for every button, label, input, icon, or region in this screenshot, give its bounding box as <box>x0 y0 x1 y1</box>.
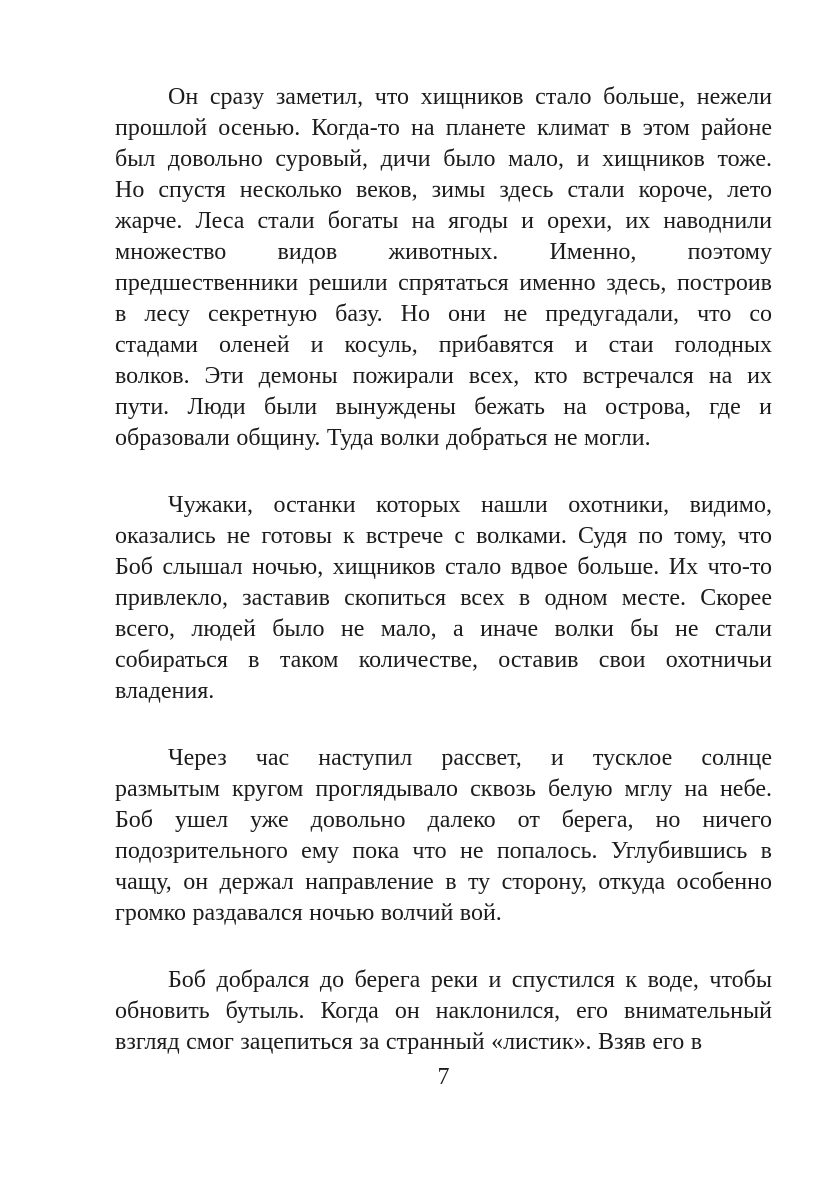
text-line: пути. Люди были вынуждены бежать на острова, где и <box>115 394 772 420</box>
text-line: Он сразу заметил, что хищников стало больше, нежели <box>168 84 772 110</box>
text-line: Боб добрался до берега реки и спустился к воде, чтобы <box>168 967 772 993</box>
text-line: Чужаки, останки которых нашли охотники, видимо, <box>168 492 772 518</box>
paragraph <box>115 743 772 929</box>
text-line: множество видов животных. Именно, поэтому <box>115 239 772 265</box>
text-line: жарче. Леса стали богаты на ягоды и орехи, их наводнили <box>115 208 772 234</box>
text-line: подозрительного ему пока что не попалось. Углубившись в <box>115 838 772 864</box>
text-line: в лесу секретную базу. Но они не предугадали, что со <box>115 301 772 327</box>
text-line: чащу, он держал направление в ту сторону, откуда особенно <box>115 869 772 895</box>
text-line: стадами оленей и косуль, прибавятся и стаи голодных <box>115 332 772 358</box>
text-line: громко раздавался ночью волчий вой. <box>115 900 502 926</box>
text-line: собираться в таком количестве, оставив свои охотничьи <box>115 647 772 673</box>
text-line: обновить бутыль. Когда он наклонился, его внимательный <box>115 998 772 1024</box>
paragraph <box>115 965 772 1058</box>
text-line: владения. <box>115 678 215 704</box>
paragraph <box>115 490 772 707</box>
text-line: предшественники решили спрятаться именно здесь, построив <box>115 270 772 296</box>
text-line: прошлой осенью. Когда-то на планете климат в этом районе <box>115 115 772 141</box>
text-line: Боб слышал ночью, хищников стало вдвое больше. Их что-то <box>115 554 772 580</box>
text-line: образовали общину. Туда волки добраться не могли. <box>115 425 651 451</box>
text-line: Но спустя несколько веков, зимы здесь стали короче, лето <box>115 177 772 203</box>
text-line: привлекло, заставив скопиться всех в одном месте. Скорее <box>115 585 772 611</box>
text-line: Через час наступил рассвет, и тусклое солнце <box>168 745 772 771</box>
text-line: волков. Эти демоны пожирали всех, кто встречался на их <box>115 363 772 389</box>
text-line: был довольно суровый, дичи было мало, и хищников тоже. <box>115 146 772 172</box>
text-line: размытым кругом проглядывало сквозь белую мглу на небе. <box>115 776 772 802</box>
text-line: Боб ушел уже довольно далеко от берега, но ничего <box>115 807 772 833</box>
page-text-block <box>115 82 772 1094</box>
text-line: оказались не готовы к встрече с волками. Судя по тому, что <box>115 523 772 549</box>
page-number: 7 <box>437 1064 450 1090</box>
paragraph <box>115 82 772 454</box>
text-line: взгляд смог зацепиться за странный «листик». Взяв его в <box>115 1029 703 1055</box>
text-line: всего, людей было не мало, а иначе волки бы не стали <box>115 616 772 642</box>
